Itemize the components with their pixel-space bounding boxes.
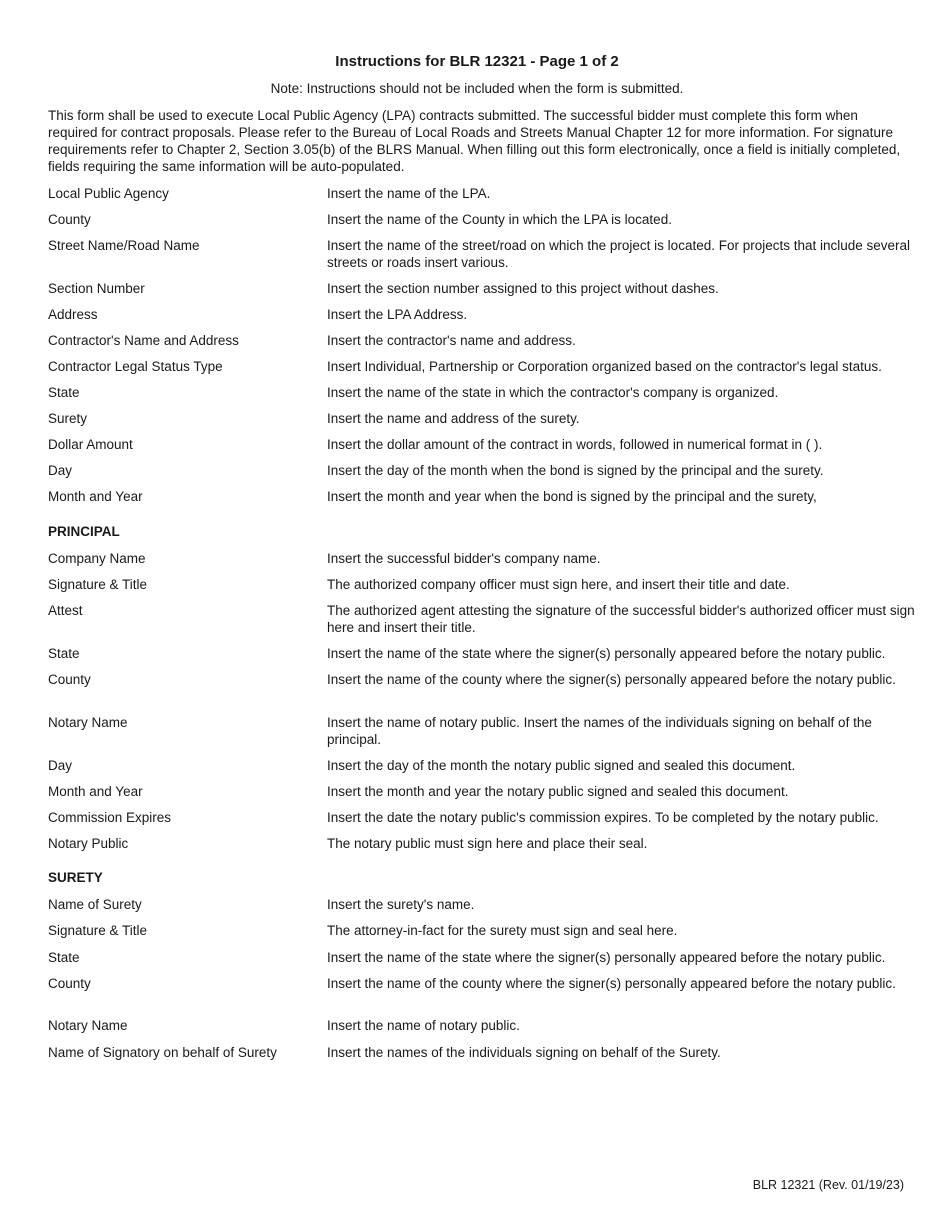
field-instruction: Insert the name of the street/road on which the project is located. For projects that include several streets or roads insert various. <box>327 238 911 270</box>
field-instruction: Insert the name of the state in which the contractor's company is organized. <box>327 385 779 400</box>
field-instruction: The attorney-in-fact for the surety must sign and seal here. <box>327 923 678 938</box>
field-instruction: The authorized agent attesting the signature of the successful bidder's authorized officer must sign here and insert their title. <box>327 603 915 635</box>
field-label: Name of Signatory on behalf of Surety <box>48 1045 277 1060</box>
field-label: State <box>48 646 80 661</box>
field-instruction: Insert the name of the county where the signer(s) personally appeared before the notary public. <box>327 976 896 991</box>
field-instruction: Insert the date the notary public's commission expires. To be completed by the notary public. <box>327 810 879 825</box>
field-instruction: Insert the contractor's name and address. <box>327 333 576 348</box>
field-label: Contractor Legal Status Type <box>48 359 223 374</box>
field-label: Signature & Title <box>48 923 148 938</box>
form-revision: BLR 12321 (Rev. 01/19/23) <box>752 1178 904 1192</box>
field-instruction: Insert Individual, Partnership or Corporation organized based on the contractor's legal status. <box>327 359 882 374</box>
section-heading-principal: PRINCIPAL <box>48 524 120 539</box>
instructions-note: Note: Instructions should not be included when the form is submitted. <box>270 81 684 96</box>
field-instruction: Insert the name of the state where the signer(s) personally appeared before the notary public. <box>327 646 886 661</box>
field-label: Company Name <box>48 551 146 566</box>
field-label: Surety <box>48 411 88 426</box>
field-instruction: Insert the name of the state where the signer(s) personally appeared before the notary public. <box>327 950 886 965</box>
field-label: Signature & Title <box>48 577 148 592</box>
field-instruction: Insert the month and year when the bond is signed by the principal and the surety, <box>327 489 817 504</box>
field-label: Contractor's Name and Address <box>48 333 239 348</box>
field-instruction: Insert the names of the individuals signing on behalf of the Surety. <box>327 1045 721 1060</box>
field-instruction: Insert the name of the county where the signer(s) personally appeared before the notary public. <box>327 672 896 687</box>
intro-paragraph: This form shall be used to execute Local Public Agency (LPA) contracts submitted. The successful bidder must complete this form when required for contract proposals. Please refer to the Bureau of Local Roads and Streets Manual Chapter 12 for more information. For signature requirements refer to Chapter 2, Section 3.05(b) of the BLRS Manual. When filling out this form electronically, once a field is initially completed, fields requiring the same information will be auto-populated. <box>48 108 901 174</box>
field-instruction: Insert the surety's name. <box>327 897 475 912</box>
field-instruction: Insert the day of the month the notary public signed and sealed this document. <box>327 758 796 773</box>
field-label: County <box>48 212 91 227</box>
field-instruction: Insert the dollar amount of the contract in words, followed in numerical format in ( ). <box>327 437 823 452</box>
field-instruction: Insert the successful bidder's company name. <box>327 551 601 566</box>
field-label: Local Public Agency <box>48 186 169 201</box>
field-label: State <box>48 950 80 965</box>
field-label: Day <box>48 463 73 478</box>
field-instruction: Insert the name of the County in which the LPA is located. <box>327 212 672 227</box>
field-instruction: Insert the name of notary public. Insert the names of the individuals signing on behalf of the principal. <box>327 715 872 747</box>
field-label: Month and Year <box>48 489 143 504</box>
field-instruction: Insert the name and address of the surety. <box>327 411 580 426</box>
field-label: Notary Name <box>48 1018 128 1033</box>
field-instruction: Insert the day of the month when the bond is signed by the principal and the surety. <box>327 463 824 478</box>
field-label: Name of Surety <box>48 897 142 912</box>
field-instruction: Insert the name of the LPA. <box>327 186 491 201</box>
field-instruction: Insert the LPA Address. <box>327 307 468 322</box>
field-label: Attest <box>48 603 83 618</box>
field-instruction: Insert the month and year the notary public signed and sealed this document. <box>327 784 789 799</box>
field-instruction: Insert the name of notary public. <box>327 1018 520 1033</box>
field-instruction: The notary public must sign here and place their seal. <box>327 836 648 851</box>
field-label: Street Name/Road Name <box>48 238 200 253</box>
field-label: County <box>48 976 91 991</box>
field-instruction: The authorized company officer must sign here, and insert their title and date. <box>327 577 790 592</box>
field-label: Day <box>48 758 73 773</box>
field-label: Month and Year <box>48 784 143 799</box>
field-label: Address <box>48 307 98 322</box>
field-label: County <box>48 672 91 687</box>
field-label: Section Number <box>48 281 145 296</box>
field-label: Dollar Amount <box>48 437 133 452</box>
field-instruction: Insert the section number assigned to this project without dashes. <box>327 281 719 296</box>
field-label: Notary Name <box>48 715 128 730</box>
field-label: Commission Expires <box>48 810 172 825</box>
field-label: Notary Public <box>48 836 129 851</box>
page-title: Instructions for BLR 12321 - Page 1 of 2 <box>335 53 619 70</box>
field-label: State <box>48 385 80 400</box>
section-heading-surety: SURETY <box>48 870 103 885</box>
